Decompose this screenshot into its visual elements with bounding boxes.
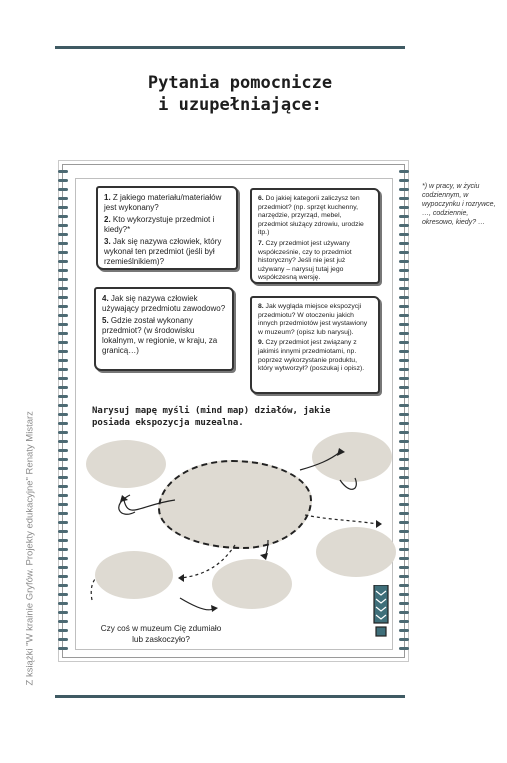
arrow-right-loop (340, 478, 356, 489)
arrow-right-up (300, 452, 340, 470)
mind-map-instruction: Narysuj mapę myśli (mind map) działów, jakie posiada ekspozycja muzealna. (92, 406, 331, 428)
arrow-bottom-right (180, 598, 214, 610)
question-text: Kto wykorzystuje przedmiot i kiedy?* (104, 215, 215, 234)
arrow-down-left (180, 545, 235, 578)
arrow-right-down (305, 515, 378, 524)
question-text: Do jakiej kategorii zaliczysz ten przedmiot? (np. sprzęt kuchenny, narzędzie, przyrząd, mebel, przedmiot służący zdrowiu, urodzie itp.) (258, 195, 364, 237)
arrow-head (376, 520, 382, 528)
arrow-left-up (124, 500, 175, 510)
reflection-question: Czy coś w muzeum Cię zdumiało lub zaskoczyło? (100, 624, 222, 644)
question-number: 8. (258, 303, 264, 310)
question-number: 4. (102, 294, 109, 303)
question-text: Z jakiego materiału/materiałów jest wykonany? (104, 193, 222, 212)
arrow-bottom-left (91, 578, 96, 600)
title-line-2: i uzupełniające: (158, 95, 322, 115)
arrow-head (337, 448, 345, 456)
exclamation-mark-icon (372, 585, 390, 637)
question-number: 9. (258, 339, 264, 347)
question-text: Jak wygląda miejsce ekspozycji przedmiotu? W otoczeniu jakich innych przedmiotów jest wystawiony w muzeum? (opisz lub narysuj). (258, 303, 368, 336)
title-line-1: Pytania pomocnicze (147, 73, 333, 93)
question-text: Jak się nazywa człowiek używający przedmiotu zawodowo? (102, 294, 226, 313)
question-number: 2. (104, 215, 111, 224)
arrow-head (260, 553, 268, 560)
question-text: Czy przedmiot jest związany z jakimiś innymi przedmiotami, np. poprzez wykorzystanie produktu, który wytworzył? (poszukaj i opisz). (258, 339, 365, 373)
question-number: 5. (102, 316, 109, 325)
question-text: Jak się nazywa człowiek, który wykonał ten przedmiot (jeśli był rzemieślnikiem)? (104, 237, 222, 266)
footnote-side: *) w pracy, w życiu codziennym, w wypoczynku i rozrywce, …, codziennie, okresowo, kiedy? … (422, 183, 496, 226)
question-number: 6. (258, 195, 264, 202)
question-number: 3. (104, 237, 111, 246)
arrow-head (211, 605, 218, 612)
vertical-credit: Z książki "W krainie Gryfów. Projekty edukacyjne" Renaty Mistarz (24, 411, 36, 686)
question-number: 1. (104, 193, 111, 202)
question-number: 7. (258, 239, 264, 247)
question-text: Czy przedmiot jest używany współcześnie, czy to przedmiot historyczny? Jeśli nie jest już używany – narysuj tutaj jego współczesną wersję. (258, 239, 352, 282)
question-text: Gdzie został wykonany przedmiot? (w środowisku lokalnym, w regionie, w kraju, za granicą…) (102, 316, 218, 355)
arrow-head (120, 495, 128, 502)
arrow-head (178, 574, 184, 582)
bottom-rule (55, 695, 405, 698)
